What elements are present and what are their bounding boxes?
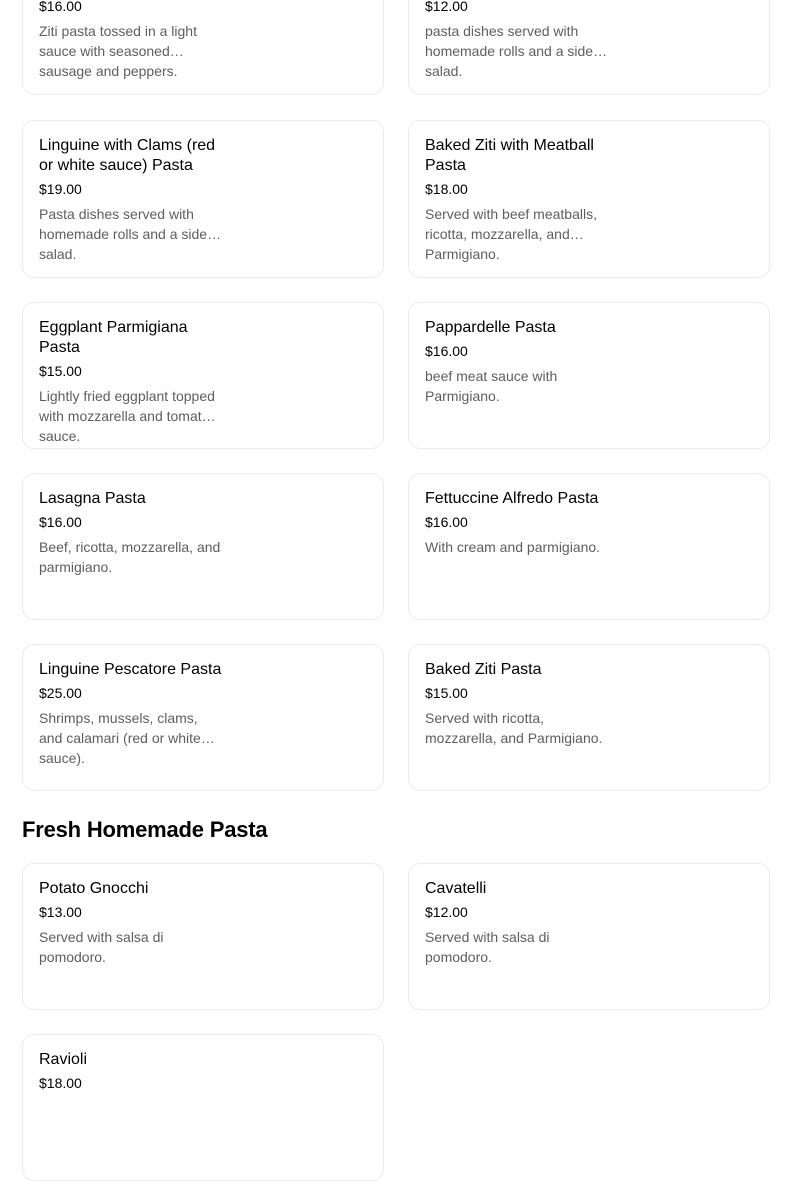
item-description: Served with salsa di pomodoro. [425,929,550,965]
menu-item-card[interactable] [408,473,770,620]
item-description: Pasta dishes served with homemade rolls and a side salad. [39,206,208,262]
item-price: $12.00 [425,0,468,14]
menu-item-card[interactable] [22,644,384,791]
menu-item-card[interactable] [408,863,770,1010]
item-name: Linguine with Clams (red or white sauce) Pasta [39,137,216,174]
item-name: Baked Ziti Pasta [425,661,542,678]
item-price: $15.00 [39,363,82,379]
section-title: Fresh Homemade Pasta [22,817,268,842]
item-description: Ziti pasta tossed in a light sauce with seasoned sausage and peppers. [39,23,197,79]
item-name: Fettuccine Alfredo Pasta [425,490,599,507]
item-price: $16.00 [425,514,468,530]
menu-item-card[interactable] [22,473,384,620]
item-price: $16.00 [39,0,82,14]
item-name: Eggplant Parmigiana Pasta [39,319,188,356]
menu-item-card[interactable] [408,0,770,95]
item-name: Potato Gnocchi [39,880,149,897]
item-description: Shrimps, mussels, clams, and calamari (red or white sauce). [39,710,201,766]
item-name: Cavatelli [425,880,487,897]
item-description: Lightly fried eggplant topped with mozzarella and tomato sauce. [39,388,215,444]
menu-item-card[interactable] [408,644,770,791]
item-price: $15.00 [425,685,468,701]
item-price: $18.00 [425,181,468,197]
item-price: $25.00 [39,685,82,701]
item-name: Lasagna Pasta [39,490,146,507]
menu-item-card[interactable] [22,1034,384,1181]
item-name: Ravioli [39,1051,88,1068]
item-price: $16.00 [39,514,82,530]
item-description: beef meat sauce with Parmigiano. [425,368,558,404]
item-description: With cream and parmigiano. [425,539,601,555]
item-price: $12.00 [425,904,468,920]
menu-item-card[interactable] [22,120,384,278]
item-description: pasta dishes served with homemade rolls and a side salad. [425,23,594,79]
item-name: Baked Ziti with Meatball Pasta [425,137,594,174]
menu-item-card[interactable] [22,863,384,1010]
item-description: Served with ricotta, mozzarella, and Parmigiano. [425,710,603,746]
item-name: Pappardelle Pasta [425,319,556,336]
item-price: $18.00 [39,1075,82,1091]
menu-item-card[interactable] [22,0,384,95]
menu-item-card[interactable] [408,302,770,449]
item-description: Served with salsa di pomodoro. [39,929,164,965]
item-price: $13.00 [39,904,82,920]
item-name: Linguine Pescatore Pasta [39,661,222,678]
item-description: Beef, ricotta, mozzarella, and parmigiano. [39,539,221,575]
menu-item-card[interactable] [22,302,384,449]
item-price: $19.00 [39,181,82,197]
item-description: Served with beef meatballs, ricotta, mozzarella, and Parmigiano. [425,206,597,262]
menu-item-card[interactable] [408,120,770,278]
item-price: $16.00 [425,343,468,359]
